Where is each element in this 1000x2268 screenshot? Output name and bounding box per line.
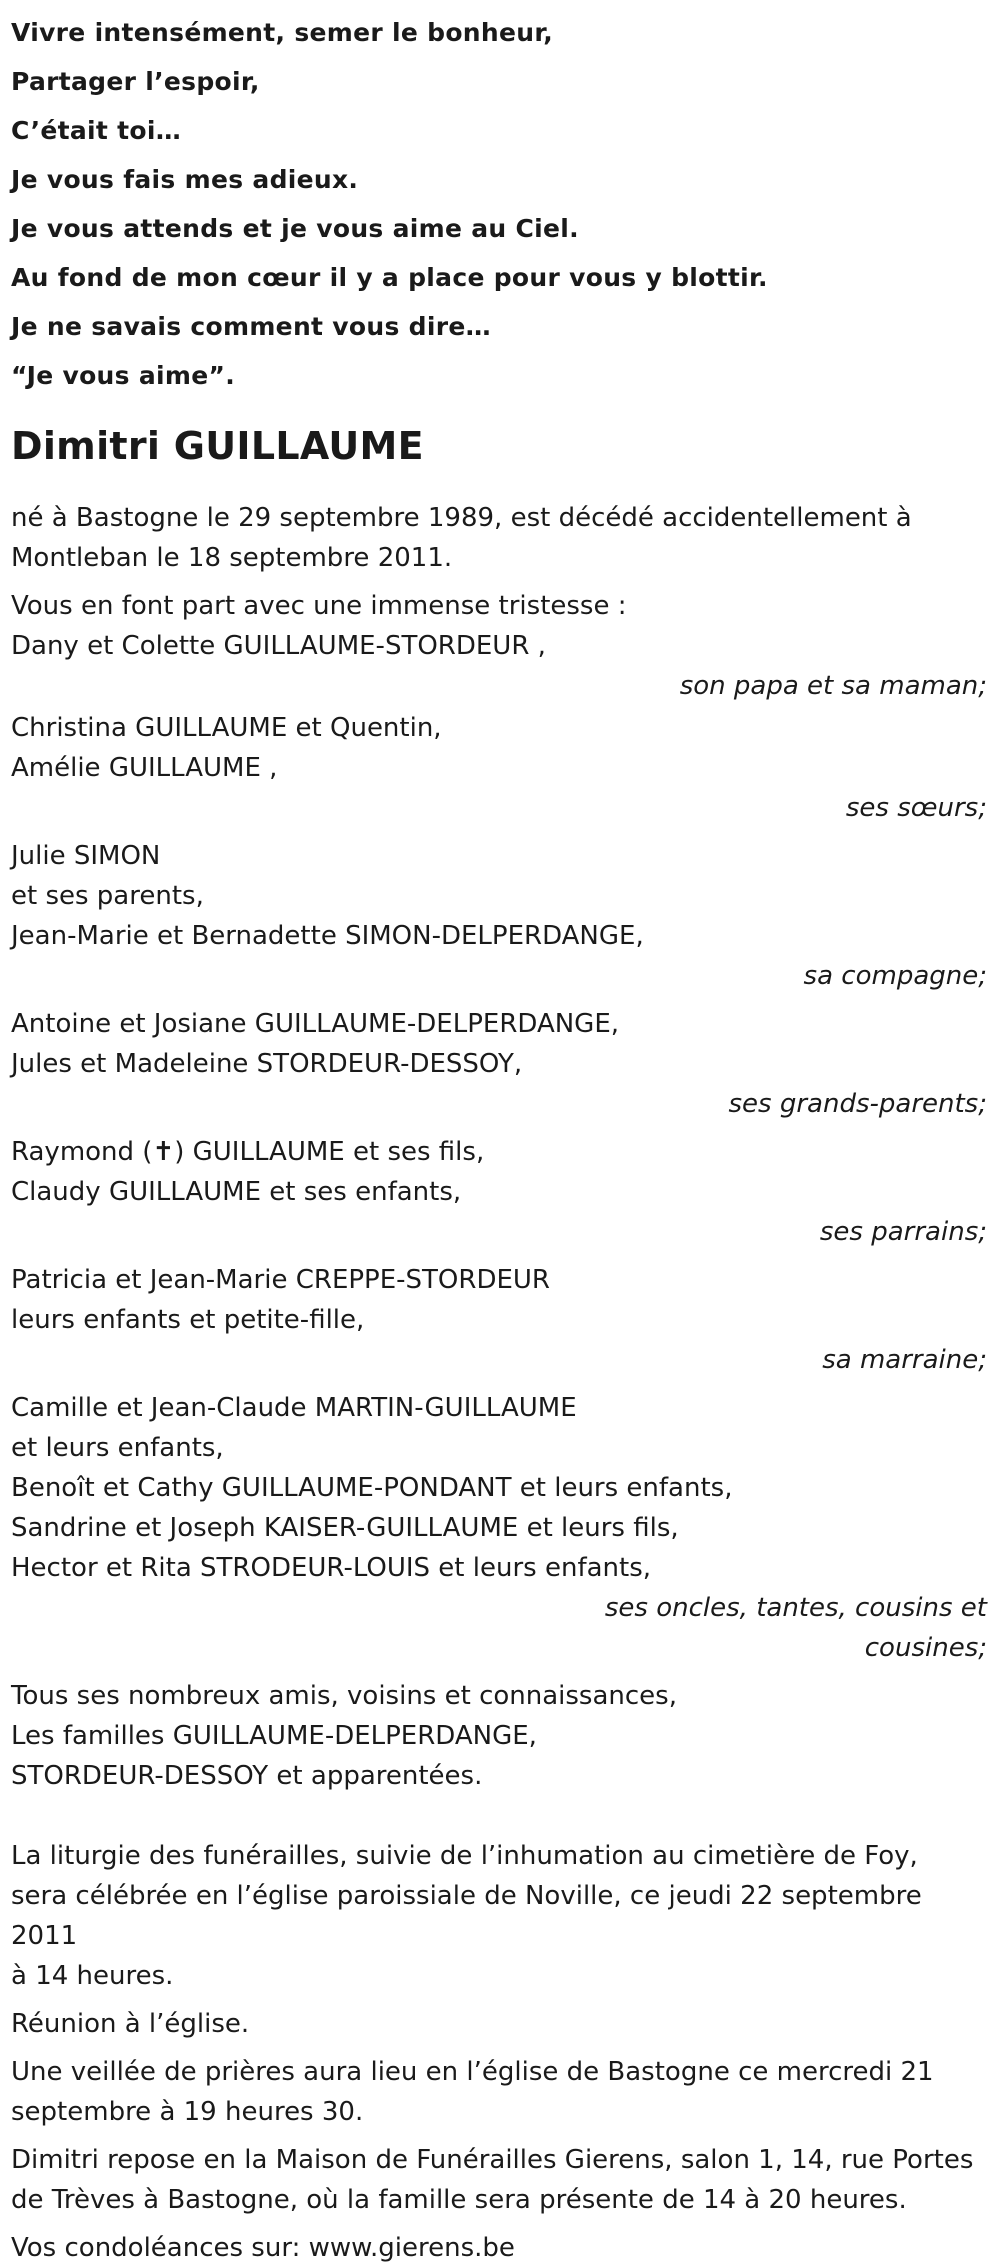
others-line: STORDEUR-DESSOY et apparentées.: [11, 1761, 483, 1791]
poem-line: Vivre intensément, semer le bonheur,: [11, 18, 554, 47]
poem-line: Je ne savais comment vous dire…: [11, 312, 491, 341]
family-name-line: Patricia et Jean-Marie CREPPE-STORDEUR: [11, 1265, 550, 1295]
family-name-line: Jean-Marie et Bernadette SIMON-DELPERDANGE,: [11, 921, 644, 951]
family-group-parents: [11, 626, 989, 706]
family-group-partner: [11, 836, 989, 996]
family-name-line: et ses parents,: [11, 881, 204, 911]
rest-line: Dimitri repose en la Maison de Funérailles Gierens, salon 1, 14, rue Portes: [11, 2145, 974, 2175]
poem-line: C’était toi…: [11, 116, 182, 145]
poem-line: “Je vous aime”.: [11, 361, 235, 390]
family-name-line: et leurs enfants,: [11, 1433, 224, 1463]
family-group-godmother: [11, 1260, 989, 1380]
family-name-line: Benoît et Cathy GUILLAUME-PONDANT et leurs enfants,: [11, 1473, 733, 1503]
family-name-line: Sandrine et Joseph KAISER-GUILLAUME et leurs fils,: [11, 1513, 679, 1543]
family-role: sa compagne;: [803, 961, 987, 991]
condolences-info: Vos condoléances sur: www.gierens.be: [11, 2233, 515, 2263]
deceased-name: Dimitri GUILLAUME: [11, 424, 424, 468]
birth-death-info: [11, 498, 989, 578]
poem: [11, 0, 1000, 400]
poem-line: Partager l’espoir,: [11, 67, 260, 96]
announcement-body: [11, 498, 989, 2268]
family-role: ses oncles, tantes, cousins et cousines;: [604, 1593, 987, 1663]
family-name-line: Raymond (✝) GUILLAUME et ses fils,: [11, 1137, 485, 1167]
family-name-line: Amélie GUILLAUME ,: [11, 753, 278, 783]
family-group-godfathers: [11, 1132, 989, 1252]
family-role: son papa et sa maman;: [679, 671, 987, 701]
others-line: Les familles GUILLAUME-DELPERDANGE,: [11, 1721, 537, 1751]
poem-line: Je vous fais mes adieux.: [11, 165, 359, 194]
liturgy-line: La liturgie des funérailles, suivie de l’inhumation au cimetière de Foy,: [11, 1841, 918, 1871]
family-group-grandparents: [11, 1004, 989, 1124]
liturgy-info: [11, 1836, 989, 1996]
birth-line: Montleban le 18 septembre 2011.: [11, 543, 453, 573]
others-line: Tous ses nombreux amis, voisins et connaissances,: [11, 1681, 677, 1711]
family-name-line: Claudy GUILLAUME et ses enfants,: [11, 1177, 462, 1207]
family-role: ses sœurs;: [845, 793, 987, 823]
poem-line: Au fond de mon cœur il y a place pour vous y blottir.: [11, 263, 768, 292]
liturgy-line: sera célébrée en l’église paroissiale de Noville, ce jeudi 22 septembre 2011: [11, 1881, 922, 1951]
intro-text: Vous en font part avec une immense tristesse :: [11, 591, 627, 621]
family-role: sa marraine;: [822, 1345, 987, 1375]
rest-info: [11, 2140, 989, 2220]
family-name-line: leurs enfants et petite-fille,: [11, 1305, 365, 1335]
family-name-line: Antoine et Josiane GUILLAUME-DELPERDANGE,: [11, 1009, 620, 1039]
family-name-line: Julie SIMON: [11, 841, 161, 871]
family-name-line: Camille et Jean-Claude MARTIN-GUILLAUME: [11, 1393, 577, 1423]
family-group-uncles-aunts: [11, 1388, 989, 1668]
family-role: ses grands-parents;: [728, 1089, 987, 1119]
vigil-info: [11, 2052, 989, 2132]
rest-line: de Trèves à Bastogne, où la famille sera présente de 14 à 20 heures.: [11, 2185, 907, 2215]
poem-line: Je vous attends et je vous aime au Ciel.: [11, 214, 579, 243]
family-name-line: Dany et Colette GUILLAUME-STORDEUR ,: [11, 631, 546, 661]
liturgy-line: à 14 heures.: [11, 1961, 174, 1991]
vigil-line: septembre à 19 heures 30.: [11, 2097, 364, 2127]
family-group-sisters: [11, 708, 989, 828]
family-name-line: Hector et Rita STRODEUR-LOUIS et leurs enfants,: [11, 1553, 652, 1583]
family-role: ses parrains;: [819, 1217, 987, 1247]
others-group: [11, 1676, 989, 1796]
meeting-info: Réunion à l’église.: [11, 2009, 250, 2039]
family-name-line: Christina GUILLAUME et Quentin,: [11, 713, 442, 743]
family-name-line: Jules et Madeleine STORDEUR-DESSOY,: [11, 1049, 523, 1079]
birth-line: né à Bastogne le 29 septembre 1989, est décédé accidentellement à: [11, 503, 912, 533]
vigil-line: Une veillée de prières aura lieu en l’église de Bastogne ce mercredi 21: [11, 2057, 934, 2087]
